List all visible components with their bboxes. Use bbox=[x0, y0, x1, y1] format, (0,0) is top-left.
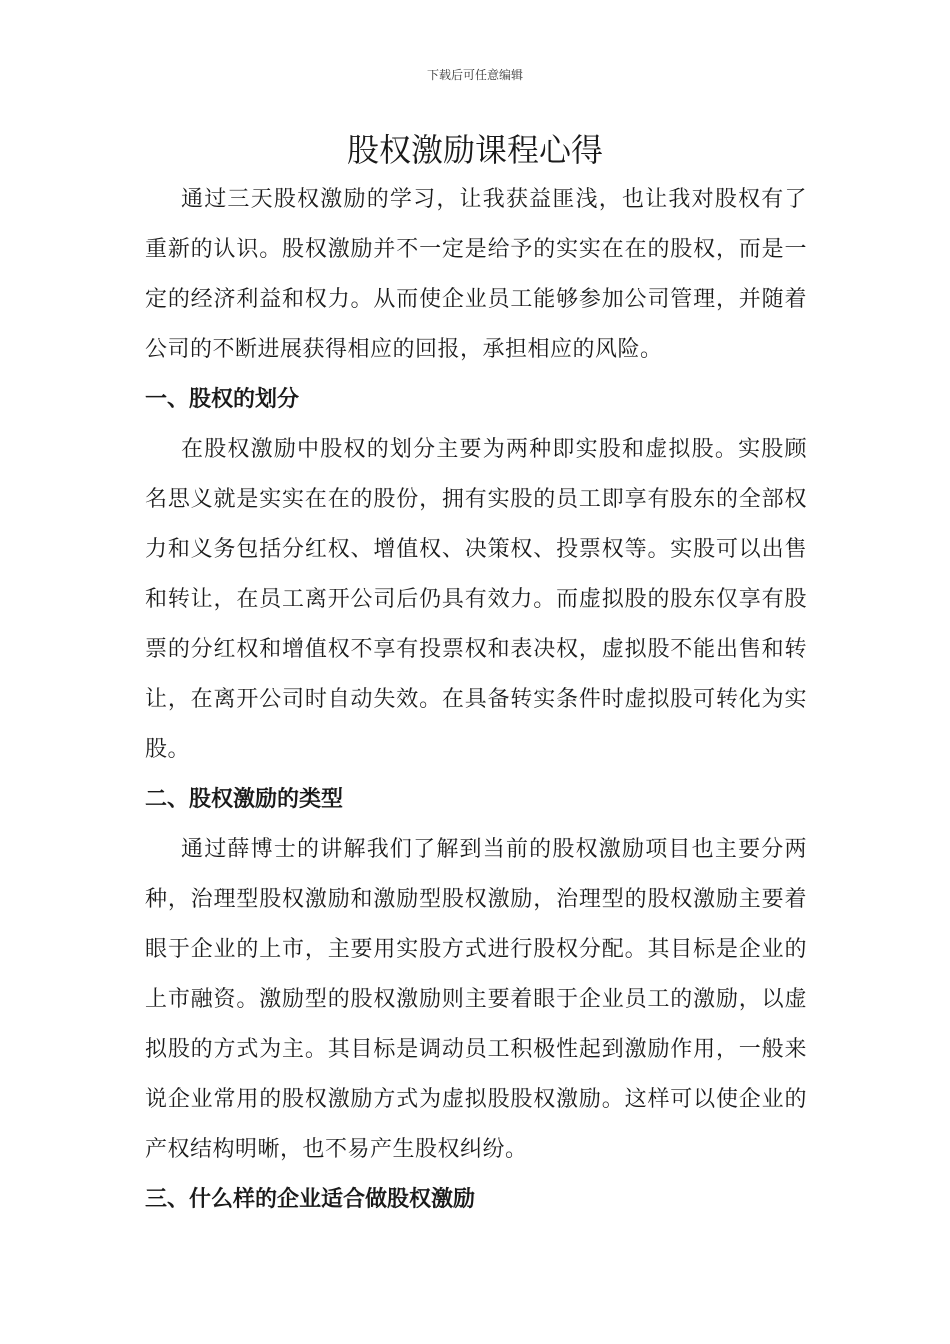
intro-paragraph: 通过三天股权激励的学习，让我获益匪浅，也让我对股权有了重新的认识。股权激励并不一定是给予的实实在在的股权，而是一定的经济利益和权力。从而使企业员工能够参加公司管理，并随着公司的不断进展获得相应的回报，承担相应的风险。 bbox=[145, 187, 807, 362]
section-heading-3: 三、什么样的企业适合做股权激励 bbox=[145, 1187, 476, 1212]
section-heading-2: 二、股权激励的类型 bbox=[145, 787, 344, 812]
document-title: 股权激励课程心得 bbox=[346, 131, 603, 169]
header-note: 下载后可任意编辑 bbox=[426, 68, 523, 82]
document-body bbox=[145, 175, 807, 1225]
section-paragraph-2: 通过薛博士的讲解我们了解到当前的股权激励项目也主要分两种，治理型股权激励和激励型股权激励，治理型的股权激励主要着眼于企业的上市，主要用实股方式进行股权分配。其目标是企业的上市融资。激励型的股权激励则主要着眼于企业员工的激励，以虚拟股的方式为主。其目标是调动员工积极性起到激励作用，一般来说企业常用的股权激励方式为虚拟股股权激励。这样可以使企业的产权结构明晰，也不易产生股权纠纷。 bbox=[145, 837, 807, 1162]
section-heading-1: 一、股权的划分 bbox=[145, 387, 300, 412]
section-paragraph-1: 在股权激励中股权的划分主要为两种即实股和虚拟股。实股顾名思义就是实实在在的股份，拥有实股的员工即享有股东的全部权力和义务包括分红权、增值权、决策权、投票权等。实股可以出售和转让，在员工离开公司后仍具有效力。而虚拟股的股东仅享有股票的分红权和增值权不享有投票权和表决权，虚拟股不能出售和转让，在离开公司时自动失效。在具备转实条件时虚拟股可转化为实股。 bbox=[145, 437, 807, 762]
